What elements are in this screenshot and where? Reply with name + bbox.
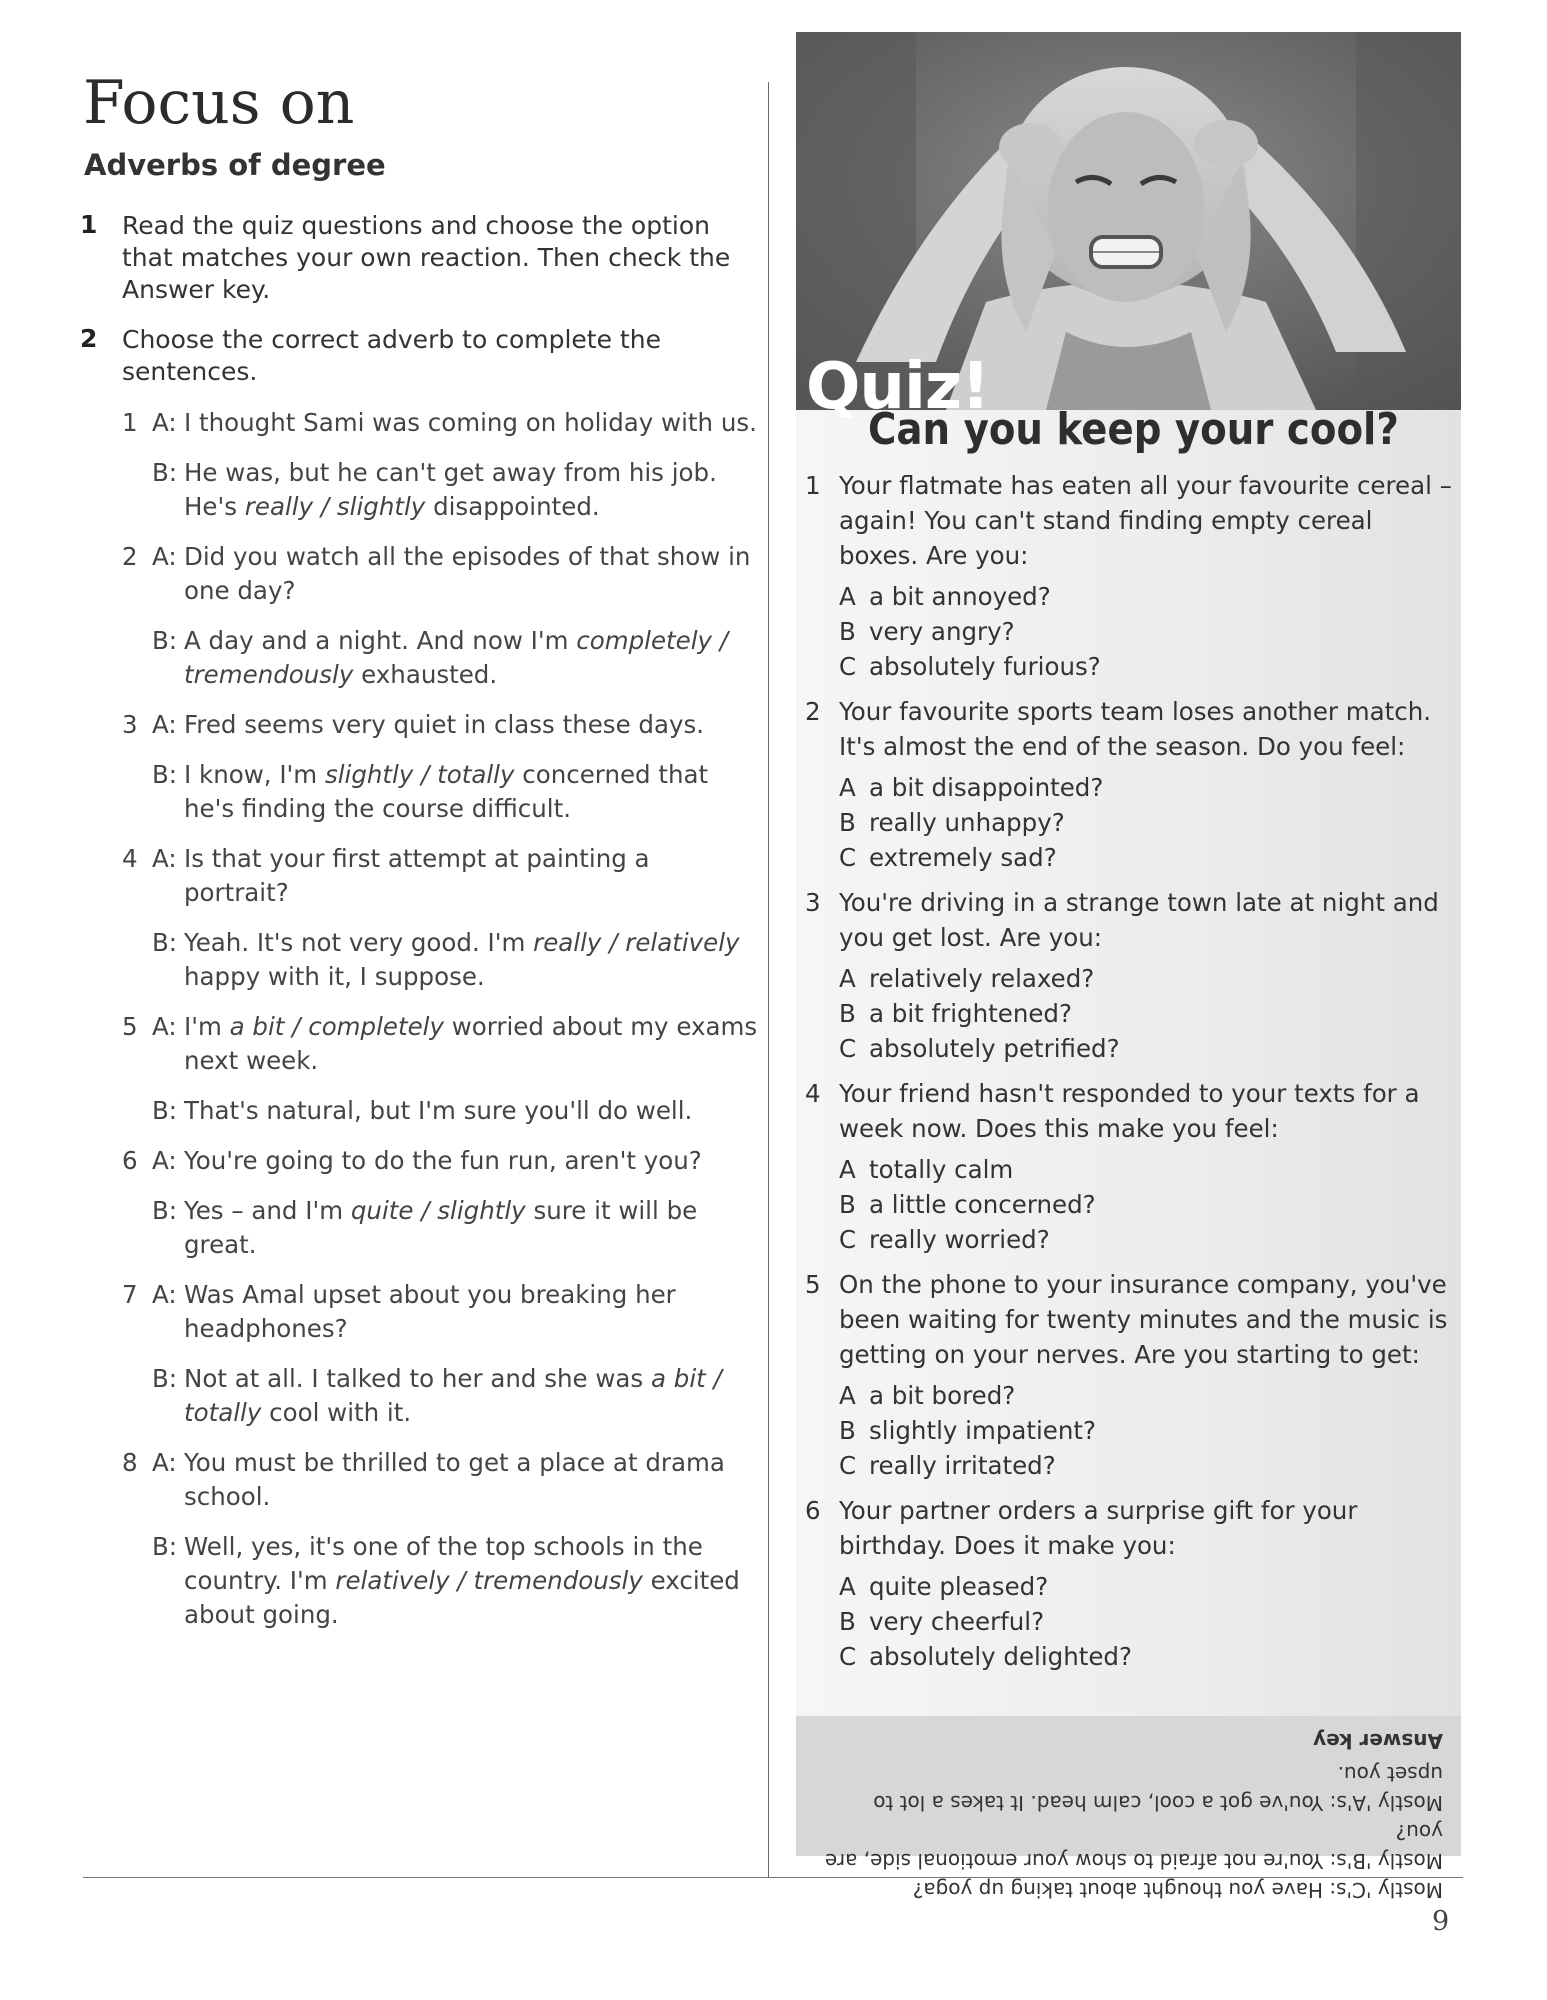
quiz-question-text: On the phone to your insurance company, you've been waiting for twenty minutes and the music is getting on your nerves. Are you starting to get: <box>839 1270 1448 1369</box>
exercise-column <box>80 210 760 1648</box>
dialogue-pre: A day and a night. And now I'm <box>184 626 577 655</box>
exercise-4-a <box>122 842 760 910</box>
quiz-options <box>839 961 1453 1066</box>
dialogue-pre: Was Amal upset about you breaking her headphones? <box>184 1280 676 1343</box>
quiz-option-letter: B <box>839 999 856 1028</box>
dialogue-post: worried about my exams next week. <box>184 1012 758 1075</box>
quiz-option <box>839 805 1453 840</box>
quiz-question-row <box>805 1493 1453 1563</box>
quiz-option-letter: C <box>839 1225 857 1254</box>
quiz-option-text: absolutely petrified? <box>869 1034 1120 1063</box>
exercise-number: 7 <box>122 1280 138 1309</box>
quiz-question-number: 3 <box>805 888 821 917</box>
speaker-label: B: <box>152 1096 178 1125</box>
speaker-label: A: <box>152 710 177 739</box>
exercise-number: 8 <box>122 1448 138 1477</box>
exercise-8-a <box>122 1446 760 1514</box>
dialogue-text <box>184 708 760 742</box>
quiz-option-text: extremely sad? <box>869 843 1057 872</box>
page-number: 9 <box>1432 1906 1450 1937</box>
exercise-2-a <box>122 540 760 608</box>
dialogue-pre: Did you watch all the episodes of that show in one day? <box>184 542 751 605</box>
quiz-option-text: a bit bored? <box>869 1381 1016 1410</box>
quiz-badge: Quiz! <box>806 350 990 424</box>
speaker-label: B: <box>152 1196 178 1225</box>
quiz-option-letter: B <box>839 1190 856 1219</box>
quiz-option-text: totally calm <box>869 1155 1014 1184</box>
quiz-question-row <box>805 468 1453 573</box>
answer-key-line: Mostly 'B's: You're not afraid to show your emotional side, are you? <box>825 1820 1443 1873</box>
speaker-label: B: <box>152 1364 178 1393</box>
quiz-option-letter: B <box>839 1607 856 1636</box>
quiz-option <box>839 1448 1453 1483</box>
quiz-option-letter: A <box>839 964 856 993</box>
answer-key-line: Mostly 'A's: You've got a cool, calm head. It takes a lot to upset you. <box>873 1762 1443 1815</box>
quiz-option <box>839 614 1453 649</box>
dialogue-pre: That's natural, but I'm sure you'll do well. <box>184 1096 693 1125</box>
quiz-question-list <box>805 468 1453 1684</box>
page-subtitle: Adverbs of degree <box>84 148 386 182</box>
exercise-2-b <box>152 624 760 692</box>
dialogue-text <box>184 842 760 910</box>
quiz-heading: Can you keep your cool? <box>868 404 1399 455</box>
quiz-option <box>839 649 1453 684</box>
adverb-choice: slightly / totally <box>324 760 515 789</box>
quiz-option-text: really worried? <box>869 1225 1050 1254</box>
answer-key-line: Mostly 'C's: Have you thought about taking up yoga? <box>912 1878 1443 1902</box>
dialogue-text <box>184 1194 760 1262</box>
quiz-question-text: Your flatmate has eaten all your favourite cereal – again! You can't stand finding empty cereal boxes. Are you: <box>839 471 1452 570</box>
quiz-option <box>839 996 1453 1031</box>
exercise-number: 6 <box>122 1146 138 1175</box>
quiz-option-text: absolutely furious? <box>869 652 1101 681</box>
quiz-question-6 <box>805 1493 1453 1674</box>
exercise-3-a <box>122 708 760 742</box>
quiz-options <box>839 1378 1453 1483</box>
quiz-option <box>839 961 1453 996</box>
quiz-question-row <box>805 694 1453 764</box>
dialogue-pre: Fred seems very quiet in class these days. <box>184 710 705 739</box>
quiz-option-letter: A <box>839 1572 856 1601</box>
quiz-option <box>839 1604 1453 1639</box>
instruction-2 <box>80 324 760 388</box>
dialogue-text <box>184 1278 760 1346</box>
quiz-option-text: absolutely delighted? <box>869 1642 1132 1671</box>
adverb-choice: relatively / tremendously <box>335 1566 643 1595</box>
quiz-option <box>839 579 1453 614</box>
quiz-option <box>839 1152 1453 1187</box>
quiz-question-2 <box>805 694 1453 875</box>
quiz-options <box>839 579 1453 684</box>
quiz-option-letter: B <box>839 808 856 837</box>
dialogue-text <box>184 406 760 440</box>
quiz-option <box>839 840 1453 875</box>
exercise-8-b <box>152 1530 760 1632</box>
dialogue-pre: Not at all. I talked to her and she was <box>184 1364 651 1393</box>
dialogue-post: excited about going. <box>184 1566 740 1629</box>
dialogue-post: sure it will be great. <box>184 1196 698 1259</box>
exercise-6-b <box>152 1194 760 1262</box>
dialogue-text <box>184 758 760 826</box>
instruction-text: Choose the correct adverb to complete the sentences. <box>122 325 661 386</box>
dialogue-post: disappointed. <box>425 492 600 521</box>
quiz-option-letter: B <box>839 1416 856 1445</box>
quiz-option-letter: A <box>839 1381 856 1410</box>
quiz-option <box>839 1031 1453 1066</box>
dialogue-text <box>184 456 760 524</box>
quiz-option-text: really irritated? <box>869 1451 1056 1480</box>
dialogue-post: concerned that he's finding the course difficult. <box>184 760 709 823</box>
quiz-options <box>839 1569 1453 1674</box>
exercise-number: 4 <box>122 844 138 873</box>
quiz-question-5 <box>805 1267 1453 1483</box>
quiz-question-text: Your partner orders a surprise gift for your birthday. Does it make you: <box>839 1496 1358 1560</box>
exercise-1-a <box>122 406 760 440</box>
quiz-question-text: Your friend hasn't responded to your texts for a week now. Does this make you feel: <box>839 1079 1420 1143</box>
quiz-option-text: quite pleased? <box>869 1572 1049 1601</box>
quiz-option-text: a bit frightened? <box>869 999 1072 1028</box>
adverb-choice: a bit / completely <box>229 1012 444 1041</box>
instruction-number: 1 <box>80 210 98 239</box>
dialogue-pre: Yes – and I'm <box>184 1196 351 1225</box>
adverb-choice: quite / slightly <box>350 1196 526 1225</box>
quiz-option-letter: B <box>839 617 856 646</box>
speaker-label: A: <box>152 1146 177 1175</box>
quiz-option-letter: A <box>839 773 856 802</box>
dialogue-pre: You're going to do the fun run, aren't you? <box>184 1146 702 1175</box>
speaker-label: B: <box>152 626 178 655</box>
dialogue-post: cool with it. <box>261 1398 412 1427</box>
exercise-5-b <box>152 1094 760 1128</box>
speaker-label: A: <box>152 844 177 873</box>
quiz-option-text: very angry? <box>869 617 1015 646</box>
quiz-option-text: very cheerful? <box>869 1607 1045 1636</box>
adverb-choice: completely / tremendously <box>184 626 729 689</box>
quiz-options <box>839 1152 1453 1257</box>
exercise-list <box>122 406 760 1632</box>
quiz-option-text: relatively relaxed? <box>869 964 1095 993</box>
dialogue-pre: You must be thrilled to get a place at drama school. <box>184 1448 725 1511</box>
dialogue-text <box>184 1010 760 1078</box>
dialogue-text <box>184 1144 760 1178</box>
quiz-option <box>839 1639 1453 1674</box>
speaker-label: B: <box>152 1532 178 1561</box>
quiz-question-number: 6 <box>805 1496 821 1525</box>
quiz-question-number: 5 <box>805 1270 821 1299</box>
speaker-label: A: <box>152 1280 177 1309</box>
exercise-6-a <box>122 1144 760 1178</box>
quiz-option <box>839 1569 1453 1604</box>
dialogue-text <box>184 1094 760 1128</box>
quiz-option <box>839 1413 1453 1448</box>
quiz-options <box>839 770 1453 875</box>
speaker-label: B: <box>152 928 178 957</box>
instruction-number: 2 <box>80 324 98 353</box>
dialogue-pre: Is that your first attempt at painting a portrait? <box>184 844 650 907</box>
quiz-question-1 <box>805 468 1453 684</box>
quiz-question-number: 4 <box>805 1079 821 1108</box>
dialogue-pre: I know, I'm <box>184 760 325 789</box>
quiz-question-3 <box>805 885 1453 1066</box>
quiz-question-text: You're driving in a strange town late at night and you get lost. Are you: <box>839 888 1439 952</box>
dialogue-text <box>184 540 760 608</box>
adverb-choice: a bit / totally <box>184 1364 722 1427</box>
speaker-label: A: <box>152 1012 177 1041</box>
dialogue-pre: Yeah. It's not very good. I'm <box>184 928 534 957</box>
dialogue-post: happy with it, I suppose. <box>184 962 485 991</box>
quiz-option-letter: C <box>839 1034 857 1063</box>
speaker-label: A: <box>152 542 177 571</box>
adverb-choice: really / slightly <box>244 492 426 521</box>
page-title: Focus on <box>83 68 355 138</box>
quiz-question-number: 1 <box>805 471 821 500</box>
quiz-option <box>839 1378 1453 1413</box>
dialogue-pre: I thought Sami was coming on holiday with us. <box>184 408 757 437</box>
speaker-label: A: <box>152 408 177 437</box>
quiz-option <box>839 770 1453 805</box>
quiz-option-letter: A <box>839 582 856 611</box>
dialogue-text <box>184 624 760 692</box>
quiz-option-letter: C <box>839 1451 857 1480</box>
quiz-question-row <box>805 885 1453 955</box>
quiz-option-text: slightly impatient? <box>869 1416 1097 1445</box>
dialogue-pre: He was, but he can't get away from his job. He's <box>184 458 717 521</box>
quiz-option-text: a little concerned? <box>869 1190 1096 1219</box>
dialogue-post: exhausted. <box>353 660 498 689</box>
quiz-option-letter: C <box>839 1642 857 1671</box>
exercise-number: 2 <box>122 542 138 571</box>
speaker-label: B: <box>152 760 178 789</box>
exercise-number: 3 <box>122 710 138 739</box>
quiz-option <box>839 1187 1453 1222</box>
quiz-question-row <box>805 1076 1453 1146</box>
quiz-option-letter: A <box>839 1155 856 1184</box>
quiz-option-text: a bit annoyed? <box>869 582 1051 611</box>
quiz-question-number: 2 <box>805 697 821 726</box>
dialogue-text <box>184 1446 760 1514</box>
exercise-number: 1 <box>122 408 138 437</box>
bottom-rule <box>83 1877 1463 1878</box>
exercise-7-a <box>122 1278 760 1346</box>
dialogue-text <box>184 1362 760 1430</box>
exercise-7-b <box>152 1362 760 1430</box>
quiz-question-row <box>805 1267 1453 1372</box>
dialogue-pre: I'm <box>184 1012 230 1041</box>
instruction-text: Read the quiz questions and choose the option that matches your own reaction. Then check the Answer key. <box>122 211 731 304</box>
quiz-option-letter: C <box>839 843 857 872</box>
dialogue-pre: Well, yes, it's one of the top schools in the country. I'm <box>184 1532 703 1595</box>
quiz-option-text: a bit disappointed? <box>869 773 1104 802</box>
exercise-number: 5 <box>122 1012 138 1041</box>
exercise-4-b <box>152 926 760 994</box>
instruction-1 <box>80 210 760 306</box>
exercise-5-a <box>122 1010 760 1078</box>
exercise-1-b <box>152 456 760 524</box>
quiz-option-letter: C <box>839 652 857 681</box>
exercise-3-b <box>152 758 760 826</box>
quiz-question-4 <box>805 1076 1453 1257</box>
speaker-label: B: <box>152 458 178 487</box>
adverb-choice: really / relatively <box>533 928 740 957</box>
answer-key-title: Answer key <box>1313 1729 1443 1753</box>
column-divider <box>768 82 769 1877</box>
quiz-question-text: Your favourite sports team loses another match. It's almost the end of the season. Do you feel: <box>839 697 1432 761</box>
speaker-label: A: <box>152 1448 177 1477</box>
dialogue-text <box>184 1530 760 1632</box>
quiz-option-text: really unhappy? <box>869 808 1065 837</box>
quiz-option <box>839 1222 1453 1257</box>
dialogue-text <box>184 926 760 994</box>
